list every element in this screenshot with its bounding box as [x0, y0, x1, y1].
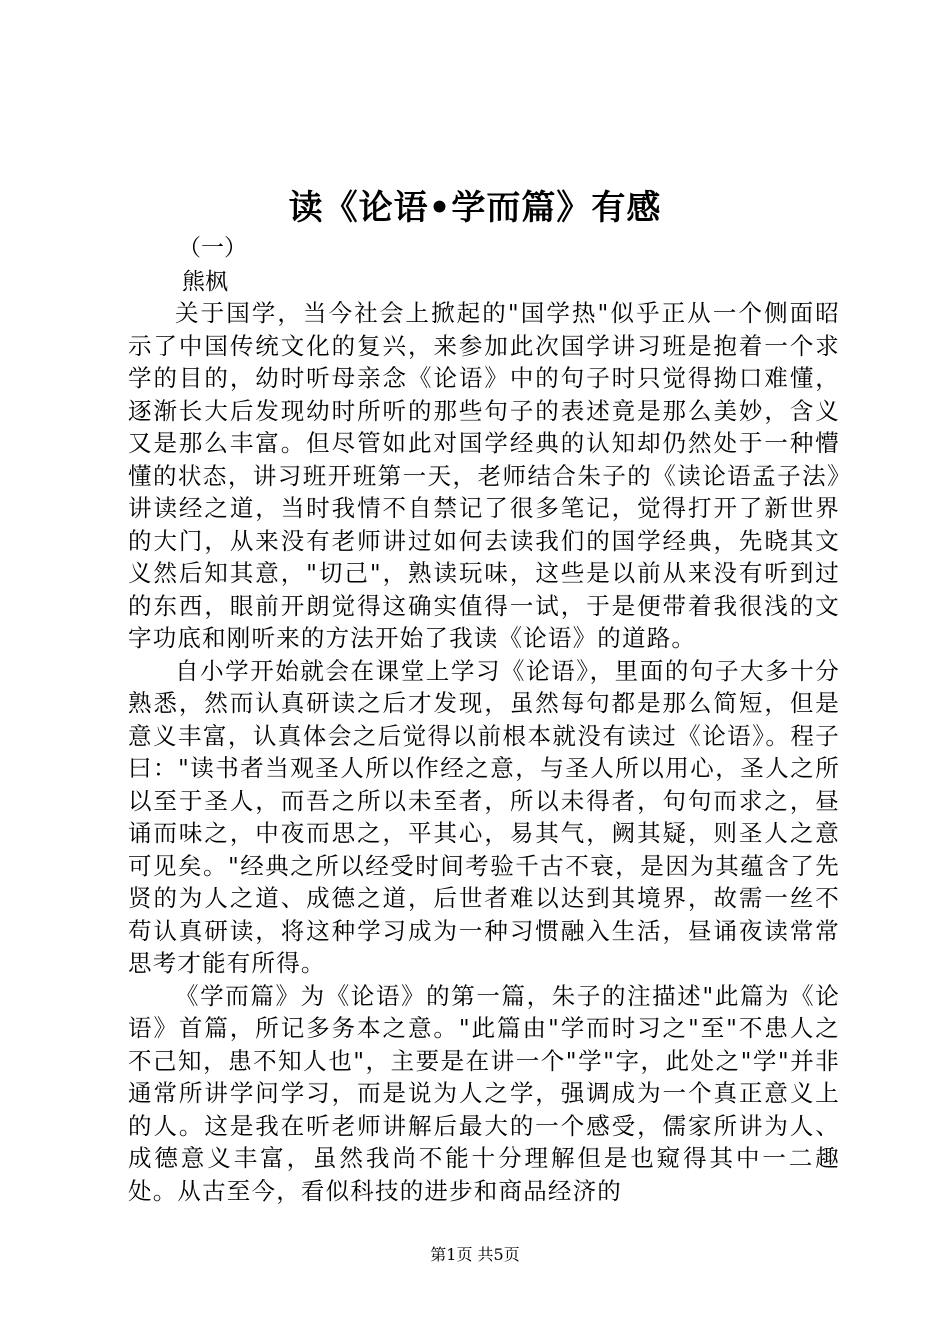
page-footer: 第1页 共5页	[430, 1245, 520, 1264]
paragraph: 自小学开始就会在课堂上学习《论语》，里面的句子大多十分熟悉，然而认真研读之后才发现，虽然每句都是那么简短，但是意义丰富，认真体会之后觉得以前根本就没有读过《论语》。程子曰："读书者当观圣人所以作经之意，与圣人所以用心，圣人之所以至于圣人，而吾之所以未至者，所以未得者，句句而求之，昼诵而味之，中夜而思之，平其心，易其气，阙其疑，则圣人之意可见矣。"经典之所以经受时间考验千古不衰，是因为其蕴含了先贤的为人之道、成德之道，后世者难以达到其境界，故需一丝不苟认真研读，将这种学习成为一种习惯融入生活，昼诵夜读常常思考才能有所得。	[128, 656, 840, 977]
author-name: 熊枫	[182, 269, 228, 295]
document-title: 读《论语•学而篇》有感	[288, 188, 662, 228]
paragraph: 《学而篇》为《论语》的第一篇，朱子的注描述"此篇为《论语》首篇，所记多务本之意。"此篇由"学而时习之"至"不患人之不己知，患不知人也"，主要是在讲一个"学"字，此处之"学"并非通常所讲学问学习，而是说为人之学，强调成为一个真正意义上的人。这是我在听老师讲解后最大的一个感受，儒家所讲为人、成德意义丰富，虽然我尚不能十分理解但是也窥得其中一二趣处。从古至今，看似科技的进步和商品经济的	[128, 981, 840, 1205]
document-body	[128, 297, 840, 1207]
section-number: （一）	[178, 235, 247, 261]
paragraph: 关于国学，当今社会上掀起的"国学热"似乎正从一个侧面昭示了中国传统文化的复兴，来参加此次国学讲习班是抱着一个求学的目的，幼时听母亲念《论语》中的句子时只觉得拗口难懂，逐渐长大后发现幼时所听的那些句子的表述竟是那么美妙，含义又是那么丰富。但尽管如此对国学经典的认知却仍然处于一种懵懂的状态，讲习班开班第一天，老师结合朱子的《读论语孟子法》讲读经之道，当时我情不自禁记了很多笔记，觉得打开了新世界的大门，从来没有老师讲过如何去读我们的国学经典，先晓其文义然后知其意，"切己"，熟读玩味，这些是以前从来没有听到过的东西，眼前开朗觉得这确实值得一试，于是便带着我很浅的文字功底和刚听来的方法开始了我读《论语》的道路。	[128, 299, 840, 652]
